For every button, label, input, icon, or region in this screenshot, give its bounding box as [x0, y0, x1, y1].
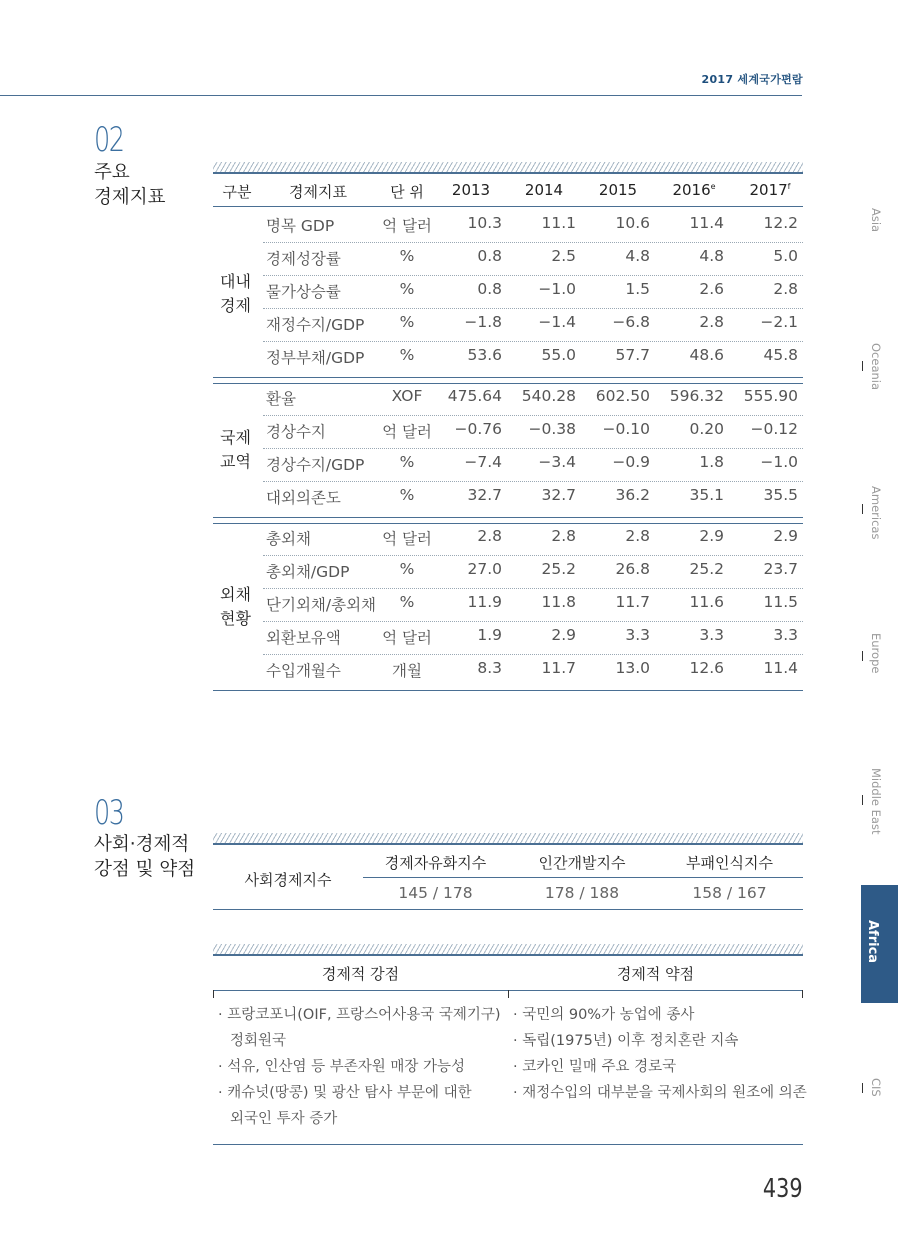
- nav-tick-mark: [862, 651, 863, 661]
- nav-item-cis[interactable]: CIS: [869, 1078, 883, 1097]
- value-cell: 3.3: [625, 626, 650, 644]
- running-header: 2017 세계국가편람: [701, 73, 803, 86]
- value-cell: 2.8: [477, 527, 502, 545]
- group-separator: [213, 517, 803, 524]
- indicator-cell: 명목 GDP: [266, 217, 335, 235]
- value-cell: −1.0: [538, 280, 576, 298]
- value-cell: 35.5: [763, 486, 798, 504]
- indicator-cell: 총외채: [266, 530, 311, 548]
- value-cell: 11.9: [467, 593, 502, 611]
- value-cell: 11.4: [689, 214, 724, 232]
- nav-tick-mark: [862, 361, 863, 371]
- row-divider: [263, 242, 803, 243]
- value-cell: 0.20: [689, 420, 724, 438]
- indicator-cell: 환율: [266, 390, 296, 408]
- index-hatch-band: [213, 833, 803, 843]
- section-title-line: 경제지표: [94, 187, 166, 208]
- value-cell: 5.0: [773, 247, 798, 265]
- row-divider: [263, 555, 803, 556]
- value-cell: 11.1: [541, 214, 576, 232]
- value-cell: 540.28: [521, 387, 576, 405]
- indicator-cell: 물가상승률: [266, 283, 341, 301]
- value-cell: 12.6: [689, 659, 724, 677]
- value-cell: 0.8: [477, 247, 502, 265]
- value-cell: 1.5: [625, 280, 650, 298]
- unit-cell: XOF: [391, 387, 423, 405]
- group-label-line: 경제: [220, 295, 251, 315]
- row-divider: [263, 588, 803, 589]
- index-header-human-development: 인간개발지수: [538, 854, 626, 872]
- unit-cell: %: [399, 280, 415, 298]
- row-divider: [263, 621, 803, 622]
- value-cell: 4.8: [699, 247, 724, 265]
- unit-cell: 억 달러: [382, 629, 432, 647]
- unit-cell: 억 달러: [382, 530, 432, 548]
- value-cell: 3.3: [699, 626, 724, 644]
- row-divider: [263, 481, 803, 482]
- section-title-line: 사회·경제적: [94, 834, 190, 855]
- weakness-item: · 국민의 90%가 농업에 종사: [513, 1007, 695, 1023]
- col-header-indicator: 경제지표: [289, 183, 347, 201]
- estimate-mark: e: [710, 182, 716, 191]
- value-cell: 2.8: [625, 527, 650, 545]
- weakness-item: · 재정수입의 대부분을 국제사회의 원조에 의존: [513, 1085, 807, 1101]
- strength-item: · 석유, 인산염 등 부존자원 매장 가능성: [218, 1059, 465, 1075]
- weakness-item: · 코카인 밀매 주요 경로국: [513, 1059, 677, 1075]
- nav-item-middle-east[interactable]: Middle East: [869, 768, 883, 835]
- unit-cell: 억 달러: [382, 423, 432, 441]
- index-mid-rule: [363, 877, 803, 878]
- value-cell: −6.8: [612, 313, 650, 331]
- sw-mid-tick: [508, 990, 509, 998]
- page-number: 439: [763, 1174, 803, 1204]
- value-cell: 57.7: [615, 346, 650, 364]
- header-rule: [0, 95, 802, 96]
- value-cell: 26.8: [615, 560, 650, 578]
- value-cell: 0.8: [477, 280, 502, 298]
- index-value-economic-freedom: 145 / 178: [398, 884, 473, 902]
- col-header-unit: 단 위: [390, 183, 424, 201]
- section-title-03: [94, 832, 195, 882]
- col-header-2015: 2015: [598, 181, 638, 199]
- group-label-line: 국제: [220, 428, 251, 447]
- value-cell: 32.7: [467, 486, 502, 504]
- index-value-human-development: 178 / 188: [544, 884, 620, 902]
- indicator-cell: 경상수지: [266, 423, 326, 441]
- nav-tick-mark: [862, 1083, 863, 1093]
- unit-cell: %: [399, 560, 415, 578]
- indicator-cell: 경상수지/GDP: [266, 456, 365, 474]
- strength-item: 외국인 투자 증가: [230, 1111, 338, 1127]
- value-cell: 555.90: [743, 387, 798, 405]
- strength-item: · 프랑코포니(OIF, 프랑스어사용국 국제기구): [218, 1007, 501, 1023]
- section-title-02: [94, 160, 165, 210]
- sw-bottom-rule: [213, 1144, 803, 1145]
- index-header-economic-freedom: 경제자유화지수: [384, 854, 487, 872]
- value-cell: −0.76: [454, 420, 502, 438]
- nav-item-asia[interactable]: Asia: [869, 208, 883, 233]
- index-value-corruption: 158 / 167: [692, 884, 767, 902]
- section-title-line: 강점 및 약점: [94, 859, 196, 880]
- indicator-cell: 총외채/GDP: [266, 563, 350, 581]
- section-number-03: 03: [94, 793, 124, 833]
- value-cell: 4.8: [625, 247, 650, 265]
- unit-cell: %: [399, 313, 415, 331]
- group-label-line: 외채: [220, 584, 251, 604]
- value-cell: −1.0: [760, 453, 798, 471]
- value-cell: 10.3: [467, 214, 502, 232]
- unit-cell: %: [399, 346, 415, 364]
- value-cell: 2.5: [551, 247, 576, 265]
- value-cell: −0.10: [602, 420, 650, 438]
- value-cell: 2.8: [699, 313, 724, 331]
- value-cell: −3.4: [538, 453, 576, 471]
- value-cell: 475.64: [447, 387, 502, 405]
- col-header-2013: 2013: [451, 181, 491, 199]
- group-label-line: 현황: [220, 608, 251, 628]
- table-top-rule: [213, 172, 803, 174]
- value-cell: −1.8: [464, 313, 502, 331]
- unit-cell: 억 달러: [382, 217, 432, 235]
- value-cell: 11.6: [689, 593, 724, 611]
- row-divider: [263, 654, 803, 655]
- indicator-cell: 재정수지/GDP: [266, 316, 365, 334]
- year-label: 2017: [749, 181, 788, 199]
- strength-item: 정회원국: [230, 1033, 287, 1049]
- value-cell: 25.2: [689, 560, 724, 578]
- index-row-label: 사회경제지수: [244, 871, 332, 889]
- index-header-corruption: 부패인식지수: [686, 854, 773, 872]
- index-top-rule: [213, 843, 803, 845]
- sw-right-tick: [802, 990, 803, 998]
- value-cell: 10.6: [615, 214, 650, 232]
- value-cell: 53.6: [467, 346, 502, 364]
- value-cell: 2.9: [773, 527, 798, 545]
- year-label: 2016: [672, 181, 711, 199]
- value-cell: 11.4: [763, 659, 798, 677]
- value-cell: 3.3: [773, 626, 798, 644]
- row-divider: [263, 275, 803, 276]
- value-cell: 2.9: [699, 527, 724, 545]
- value-cell: 27.0: [467, 560, 502, 578]
- value-cell: 48.6: [689, 346, 724, 364]
- unit-cell: 개월: [392, 662, 422, 680]
- unit-cell: %: [399, 247, 415, 265]
- value-cell: 2.6: [699, 280, 724, 298]
- value-cell: 2.8: [773, 280, 798, 298]
- weakness-item: · 독립(1975년) 이후 정치혼란 지속: [513, 1033, 739, 1049]
- value-cell: 602.50: [595, 387, 650, 405]
- index-bottom-rule: [213, 909, 803, 910]
- value-cell: −0.38: [528, 420, 576, 438]
- table-hatch-band: [213, 162, 803, 172]
- sw-hatch-band: [213, 944, 803, 954]
- header-bottom-rule: [213, 206, 803, 207]
- col-header-category: 구분: [222, 183, 252, 201]
- value-cell: 35.1: [689, 486, 724, 504]
- nav-tick-mark: [862, 795, 863, 805]
- nav-tick-mark: [862, 504, 863, 514]
- strength-item: · 캐슈넛(땅콩) 및 광산 탐사 부문에 대한: [218, 1085, 472, 1101]
- indicator-cell: 대외의존도: [266, 489, 341, 507]
- nav-label-africa: Africa: [865, 920, 880, 964]
- value-cell: 25.2: [541, 560, 576, 578]
- col-header-2016: [656, 181, 732, 199]
- value-cell: 1.8: [699, 453, 724, 471]
- indicator-cell: 외환보유액: [266, 629, 341, 647]
- value-cell: −2.1: [760, 313, 798, 331]
- group-label-line: 대내: [220, 271, 251, 291]
- value-cell: 11.5: [763, 593, 798, 611]
- row-divider: [263, 308, 803, 309]
- value-cell: −7.4: [464, 453, 502, 471]
- value-cell: 13.0: [615, 659, 650, 677]
- forecast-mark: f: [787, 182, 791, 191]
- value-cell: 11.7: [541, 659, 576, 677]
- value-cell: 55.0: [541, 346, 576, 364]
- indicator-cell: 수입개월수: [266, 662, 341, 680]
- unit-cell: %: [399, 486, 415, 504]
- value-cell: 36.2: [615, 486, 650, 504]
- row-divider: [263, 341, 803, 342]
- col-header-2017: [732, 181, 808, 199]
- value-cell: −0.12: [750, 420, 798, 438]
- row-divider: [263, 415, 803, 416]
- value-cell: 1.9: [477, 626, 502, 644]
- value-cell: 596.32: [669, 387, 724, 405]
- sw-left-tick: [213, 990, 214, 998]
- group-label-line: 교역: [220, 452, 251, 471]
- strengths-header: 경제적 강점: [321, 965, 400, 983]
- nav-item-oceania[interactable]: Oceania: [869, 343, 883, 391]
- value-cell: 45.8: [763, 346, 798, 364]
- value-cell: −1.4: [538, 313, 576, 331]
- value-cell: 23.7: [763, 560, 798, 578]
- value-cell: 11.8: [541, 593, 576, 611]
- group-label: [220, 270, 251, 318]
- indicator-cell: 정부부채/GDP: [266, 349, 365, 367]
- group-label: [220, 426, 251, 474]
- unit-cell: %: [399, 453, 415, 471]
- section-title-line: 주요: [94, 162, 130, 183]
- row-divider: [263, 448, 803, 449]
- unit-cell: %: [399, 593, 415, 611]
- section-number-02: 02: [94, 120, 124, 160]
- value-cell: 32.7: [541, 486, 576, 504]
- group-label: [220, 583, 251, 631]
- group-separator: [213, 377, 803, 384]
- indicator-cell: 단기외채/총외채: [266, 596, 377, 614]
- value-cell: 2.9: [551, 626, 576, 644]
- col-header-2014: 2014: [524, 181, 564, 199]
- value-cell: 11.7: [615, 593, 650, 611]
- indicator-cell: 경제성장률: [266, 250, 341, 268]
- nav-item-europe[interactable]: Europe: [869, 633, 883, 674]
- nav-item-americas[interactable]: Americas: [869, 486, 883, 540]
- value-cell: 2.8: [551, 527, 576, 545]
- sw-top-rule: [213, 954, 803, 956]
- value-cell: 8.3: [477, 659, 502, 677]
- group-separator: [213, 690, 803, 691]
- weaknesses-header: 경제적 약점: [616, 965, 695, 983]
- value-cell: 12.2: [763, 214, 798, 232]
- value-cell: −0.9: [612, 453, 650, 471]
